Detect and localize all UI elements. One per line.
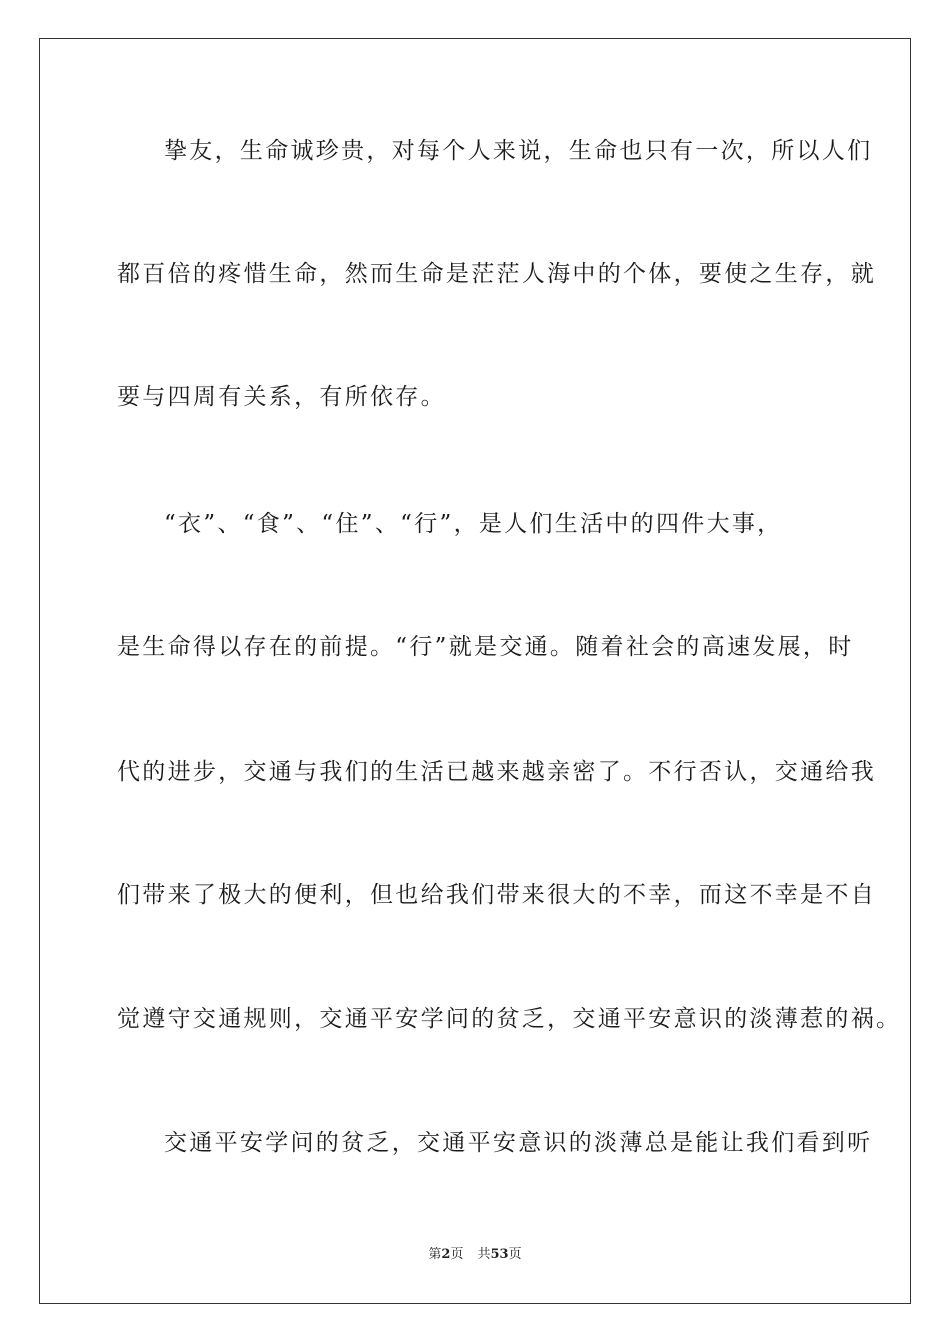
text-line: 交通平安学问的贫乏，交通平安意识的淡薄总是能让我们看到听	[164, 1130, 873, 1156]
page-number: 2	[441, 1247, 451, 1262]
text-line: “衣”、“食”、“住”、“行”，是人们生活中的四件大事，	[164, 511, 783, 537]
text-line: 是生命得以存在的前提。“行”就是交通。随着社会的高速发展，时	[117, 634, 854, 660]
text-line: 挚友，生命诚珍贵，对每个人来说，生命也只有一次，所以人们	[164, 138, 873, 164]
text-line: 都百倍的疼惜生命，然而生命是茫茫人海中的个体，要使之生存，就	[117, 261, 876, 287]
total-suffix: 页	[508, 1247, 522, 1262]
total-prefix: 共	[477, 1247, 491, 1262]
page-suffix: 页	[450, 1247, 464, 1262]
page-border	[39, 38, 911, 1304]
text-line: 们带来了极大的便利，但也给我们带来很大的不幸，而这不幸是不自	[117, 882, 876, 908]
total-pages: 53	[490, 1247, 509, 1262]
text-line: 要与四周有关系，有所依存。	[117, 384, 446, 410]
page-footer	[0, 1246, 950, 1264]
page-prefix: 第	[428, 1247, 442, 1262]
text-line: 觉遵守交通规则，交通平安学问的贫乏，交通平安意识的淡薄惹的祸。	[117, 1006, 902, 1032]
text-line: 代的进步，交通与我们的生活已越来越亲密了。不行否认，交通给我	[117, 759, 876, 785]
